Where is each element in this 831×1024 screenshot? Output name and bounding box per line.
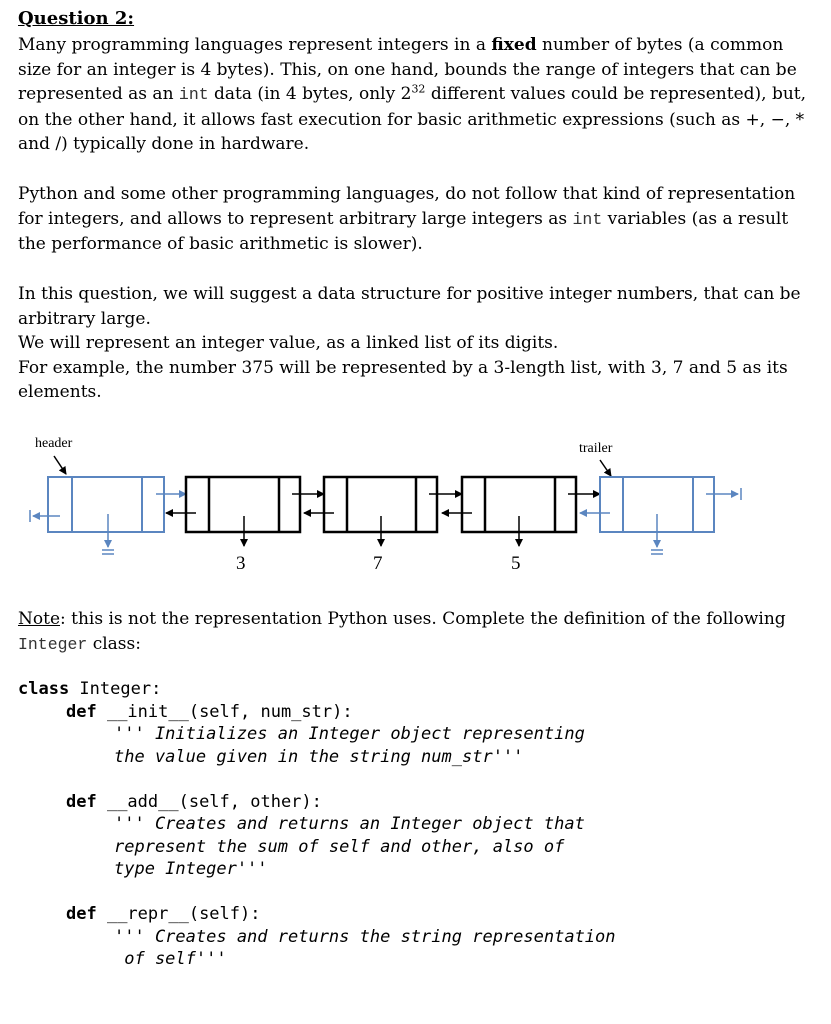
code-line-add-doc: ''' Creates and returns an Integer object that — [114, 814, 585, 834]
paragraph-python-ints: Python and some other programming languages, do not follow that kind of representation for integers, and allows to represent arbitrary large integers as int variables (as a result the performance of basic arithmetic is slower). — [18, 184, 796, 254]
header-sentinel-node — [48, 477, 164, 532]
code-line-add-doc: represent the sum of self and other, also of — [114, 836, 565, 857]
code-line-repr-def: def __repr__(self): — [66, 904, 261, 924]
p3-line1: In this question, we will suggest a data structure for positive integer numbers, that can be arbitrary large. — [18, 284, 801, 329]
code-line-repr-doc: of self''' — [114, 949, 227, 969]
code-line-add-def: def __add__(self, other): — [66, 791, 322, 812]
code-block — [18, 678, 616, 971]
digit-label: 7 — [373, 553, 383, 574]
note-paragraph: Note: this is not the representation Python uses. Complete the definition of the following Integer class: — [18, 609, 786, 654]
digit-label: 3 — [236, 553, 246, 574]
code-line-init-doc: ''' Initializes an Integer object representing — [114, 724, 585, 744]
code-line-add-doc: type Integer''' — [114, 859, 268, 879]
p3-line3: For example, the number 375 will be represented by a 3-length list, with 3, 7 and 5 as its elements. — [18, 357, 788, 402]
list-node-3 — [186, 477, 300, 532]
digit-label: 5 — [511, 553, 521, 574]
paragraph-data-structure — [18, 282, 813, 405]
question-title: Question 2: — [18, 8, 135, 29]
paragraph-fixed-bytes: Many programming languages represent integers in a fixed number of bytes (a common size for an integer is 4 bytes). This, on one hand, bounds the range of integers that can be represented as an int data (in 4 bytes, only $2^{32}$ different values could be represented), but, on the other hand, it allows fast execution for basic arithmetic expressions (such as +, −, * and /) typically done in hardware. — [18, 35, 807, 154]
header-label: header — [35, 436, 73, 451]
trailer-pointer-arrow — [600, 460, 611, 476]
code-line-repr-doc: ''' Creates and returns the string representation — [114, 926, 616, 947]
p3-line2: We will represent an integer value, as a linked list of its digits. — [18, 333, 559, 353]
linked-list-diagram — [0, 428, 831, 588]
code-line-init-doc: the value given in the string num_str''' — [114, 746, 524, 767]
trailer-label: trailer — [579, 441, 613, 456]
header-pointer-arrow — [54, 456, 66, 474]
code-line-init-def: def __init__(self, num_str): — [66, 701, 353, 722]
note-label: Note — [18, 609, 61, 629]
code-line-class: class Integer: — [18, 679, 162, 699]
